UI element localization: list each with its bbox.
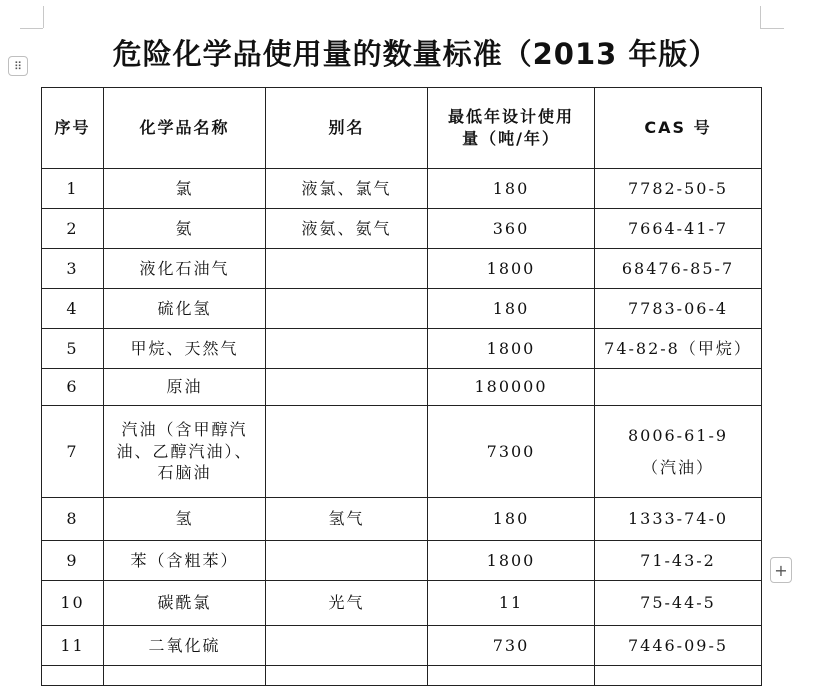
add-row-button[interactable]: +	[770, 557, 792, 583]
cell-usage: 7300	[428, 406, 595, 498]
header-cas: CAS 号	[595, 88, 762, 169]
table-row	[42, 369, 762, 406]
cell-sn: 7	[42, 406, 104, 498]
cell-sn: 9	[42, 541, 104, 581]
cell-sn: 8	[42, 498, 104, 541]
cell-usage: 1800	[428, 329, 595, 369]
cell-alias: 液氨、氨气	[266, 209, 428, 249]
cell-cas: 7783-06-4	[595, 289, 762, 329]
cell-name: 苯（含粗苯）	[104, 541, 266, 581]
header-usage-line1: 最低年设计使用	[447, 107, 574, 127]
cell-usage: 360	[428, 209, 595, 249]
cell-sn: 2	[42, 209, 104, 249]
header-usage	[428, 88, 595, 169]
document-title: 危险化学品使用量的数量标准（2013 年版）	[112, 37, 719, 71]
header-usage-line2: 量（吨/年）	[462, 129, 560, 148]
cell-name	[104, 406, 266, 498]
cell-sn: 4	[42, 289, 104, 329]
cell-name: 氢	[104, 498, 266, 541]
cell-empty	[428, 666, 595, 686]
cell-usage: 1800	[428, 541, 595, 581]
cell-name: 甲烷、天然气	[104, 329, 266, 369]
table-row	[42, 498, 762, 541]
cell-usage: 730	[428, 626, 595, 666]
table-row	[42, 289, 762, 329]
cell-sn: 10	[42, 581, 104, 626]
cell-alias	[266, 541, 428, 581]
cell-name: 碳酰氯	[104, 581, 266, 626]
crop-mark-top-left-vertical	[43, 6, 44, 28]
cell-alias	[266, 249, 428, 289]
cell-cas: 74-82-8（甲烷）	[595, 329, 762, 369]
table-row	[42, 249, 762, 289]
cell-usage: 1800	[428, 249, 595, 289]
table-row	[42, 209, 762, 249]
crop-mark-top-right-vertical	[760, 6, 761, 28]
crop-mark-top-right-horizontal	[760, 28, 784, 29]
cell-sn: 6	[42, 369, 104, 406]
crop-mark-top-left-horizontal	[20, 28, 43, 29]
cell-name: 液化石油气	[104, 249, 266, 289]
cell-name: 氯	[104, 169, 266, 209]
cell-cas-line2: （汽油）	[641, 457, 714, 477]
cell-cas: 7664-41-7	[595, 209, 762, 249]
cell-usage: 11	[428, 581, 595, 626]
cell-cas	[595, 369, 762, 406]
cell-empty	[42, 666, 104, 686]
header-alias: 别名	[266, 88, 428, 169]
table-row	[42, 581, 762, 626]
cell-empty	[595, 666, 762, 686]
cell-cas: 7782-50-5	[595, 169, 762, 209]
table-row	[42, 406, 762, 498]
cell-sn: 5	[42, 329, 104, 369]
cell-usage: 180000	[428, 369, 595, 406]
cell-alias	[266, 406, 428, 498]
cell-usage: 180	[428, 498, 595, 541]
cell-name: 二氧化硫	[104, 626, 266, 666]
table-drag-handle-icon[interactable]: ⠿	[8, 56, 28, 76]
header-name: 化学品名称	[104, 88, 266, 169]
cell-name-line3: 石脑油	[157, 463, 212, 483]
cell-alias: 氢气	[266, 498, 428, 541]
cell-sn: 1	[42, 169, 104, 209]
cell-usage: 180	[428, 289, 595, 329]
cell-name-line2: 油、乙醇汽油）、	[116, 441, 253, 461]
cell-cas: 71-43-2	[595, 541, 762, 581]
table-header-row	[42, 88, 762, 169]
cell-sn: 3	[42, 249, 104, 289]
cell-cas: 7446-09-5	[595, 626, 762, 666]
table-row	[42, 626, 762, 666]
cell-alias	[266, 329, 428, 369]
cell-alias	[266, 626, 428, 666]
table-row	[42, 169, 762, 209]
cell-alias: 液氯、氯气	[266, 169, 428, 209]
cell-sn: 11	[42, 626, 104, 666]
cell-cas: 75-44-5	[595, 581, 762, 626]
cell-name-line1: 汽油（含甲醇汽	[121, 420, 248, 440]
cell-usage: 180	[428, 169, 595, 209]
header-sn: 序号	[42, 88, 104, 169]
table-row-partial	[42, 666, 762, 686]
cell-alias	[266, 289, 428, 329]
cell-name: 硫化氢	[104, 289, 266, 329]
cell-cas: 1333-74-0	[595, 498, 762, 541]
cell-cas: 68476-85-7	[595, 249, 762, 289]
cell-empty	[104, 666, 266, 686]
cell-name: 氨	[104, 209, 266, 249]
chemical-table	[41, 87, 762, 686]
cell-cas	[595, 406, 762, 498]
cell-alias: 光气	[266, 581, 428, 626]
cell-alias	[266, 369, 428, 406]
cell-name: 原油	[104, 369, 266, 406]
cell-empty	[266, 666, 428, 686]
table-row	[42, 541, 762, 581]
table-row	[42, 329, 762, 369]
cell-cas-line1: 8006-61-9	[627, 425, 729, 445]
